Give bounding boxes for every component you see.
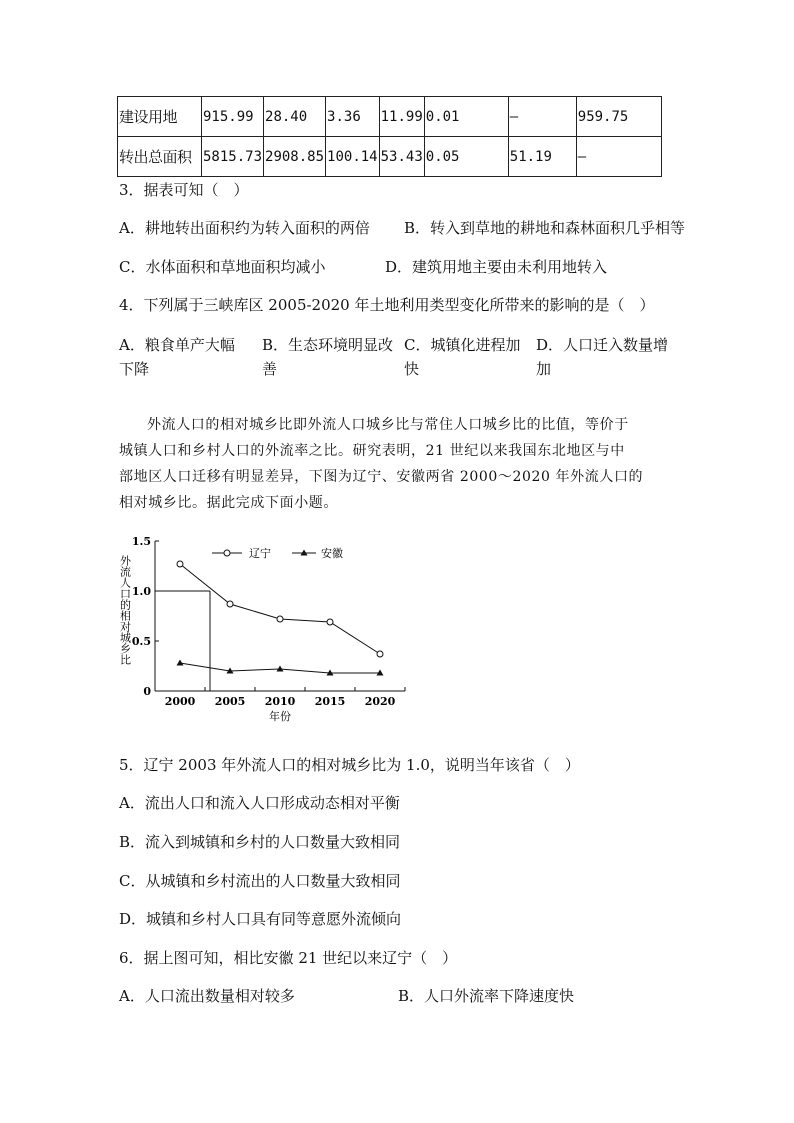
table-cell: 28.40: [264, 97, 326, 137]
data-point-anhui: [277, 666, 284, 672]
data-point-liaoning: [177, 561, 183, 567]
legend-label-anhui: 安徽: [321, 547, 343, 560]
table-cell: —: [576, 137, 661, 177]
q5-option-c[interactable]: C．从城镇和乡村流出的人口数量大致相同: [119, 872, 401, 890]
data-point-liaoning: [277, 616, 283, 622]
q4-option-a[interactable]: A．粮食单产大幅下降: [119, 336, 235, 378]
x-tick-label: 2015: [314, 695, 346, 708]
table-cell: 5815.73: [202, 137, 264, 177]
q6-option-b[interactable]: B．人口外流率下降速度快: [398, 987, 575, 1005]
q4-option-d[interactable]: D．人口迁入数量增加: [536, 336, 669, 378]
q3-option-a[interactable]: A．耕地转出面积约为转入面积的两倍: [119, 219, 370, 237]
q4-stem: 4．下列属于三峡库区 2005-2020 年土地利用类型变化所带来的影响的是（ ）: [119, 296, 655, 314]
table-row: [118, 137, 662, 177]
q3-option-d[interactable]: D．建筑用地主要由未利用地转入: [385, 258, 608, 276]
table-cell: 11.99: [379, 97, 424, 137]
table-cell: —: [508, 97, 576, 137]
q5-option-b[interactable]: B．流入到城镇和乡村的人口数量大致相同: [119, 833, 401, 851]
reading-passage: [119, 412, 679, 516]
data-point-liaoning: [327, 619, 333, 625]
table-row: [118, 97, 662, 137]
table-cell: 51.19: [508, 137, 576, 177]
y-tick-label: 0.5: [131, 635, 151, 648]
chart-axes: [132, 535, 405, 708]
table-cell: 100.14: [326, 137, 380, 177]
y-tick-label: 1.5: [131, 535, 151, 548]
x-tick-label: 2005: [214, 695, 246, 708]
table-cell: 0.01: [424, 97, 508, 137]
q6-stem: 6．据上图可知，相比安徽 21 世纪以来辽宁（ ）: [119, 949, 458, 967]
y-tick-label: 1.0: [131, 585, 151, 598]
q4-option-b[interactable]: B．生态环境明显改善: [262, 336, 394, 378]
table-cell: 53.43: [379, 137, 424, 177]
chart-legend: [212, 546, 343, 560]
q4-option-c[interactable]: C．城镇化进程加快: [404, 336, 521, 378]
legend-label-liaoning: 辽宁: [249, 547, 271, 560]
row-label: 转出总面积: [118, 137, 202, 177]
table-cell: 0.05: [424, 137, 508, 177]
y-axis-label: 外流人口的相对城乡比: [118, 555, 132, 665]
q3-option-b[interactable]: B．转入到草地的耕地和森林面积几乎相等: [404, 219, 686, 237]
x-axis-label: 年份: [269, 710, 291, 723]
land-use-table: [117, 96, 662, 177]
table-cell: 2908.85: [264, 137, 326, 177]
chart-marks: [177, 561, 384, 676]
q3-stem: 3．据表可知（ ）: [119, 181, 249, 199]
table-cell: 959.75: [576, 97, 661, 137]
q6-option-a[interactable]: A．人口流出数量相对较多: [119, 987, 295, 1005]
data-point-liaoning: [227, 601, 233, 607]
q5-option-d[interactable]: D．城镇和乡村人口具有同等意愿外流倾向: [119, 910, 402, 928]
passage-line: 部地区人口迁移有明显差异，下图为辽宁、安徽两省 2000～2020 年外流人口的: [119, 469, 644, 485]
row-label: 建设用地: [118, 97, 202, 137]
passage-line: 相对城乡比。据此完成下面小题。: [119, 495, 338, 511]
outflow-ratio-chart: [110, 530, 420, 730]
data-point-liaoning: [377, 651, 383, 657]
x-tick-label: 2010: [264, 695, 296, 708]
legend-marker-liaoning: [224, 550, 230, 556]
x-tick-label: 2000: [164, 695, 196, 708]
data-point-anhui: [177, 660, 184, 666]
table-cell: 915.99: [202, 97, 264, 137]
q5-option-a[interactable]: A．流出人口和流入人口形成动态相对平衡: [119, 794, 400, 812]
passage-line: 城镇人口和乡村人口的外流率之比。研究表明，21 世纪以来我国东北地区与中: [119, 443, 625, 459]
passage-line: 外流人口的相对城乡比即外流人口城乡比与常住人口城乡比的比值，等价于: [147, 417, 629, 433]
y-tick-label: 0: [143, 685, 151, 698]
q5-stem: 5．辽宁 2003 年外流人口的相对城乡比为 1.0，说明当年该省（ ）: [119, 756, 580, 774]
q3-option-c[interactable]: C．水体面积和草地面积均减小: [119, 258, 326, 276]
x-tick-label: 2020: [364, 695, 396, 708]
table-cell: 3.36: [326, 97, 380, 137]
